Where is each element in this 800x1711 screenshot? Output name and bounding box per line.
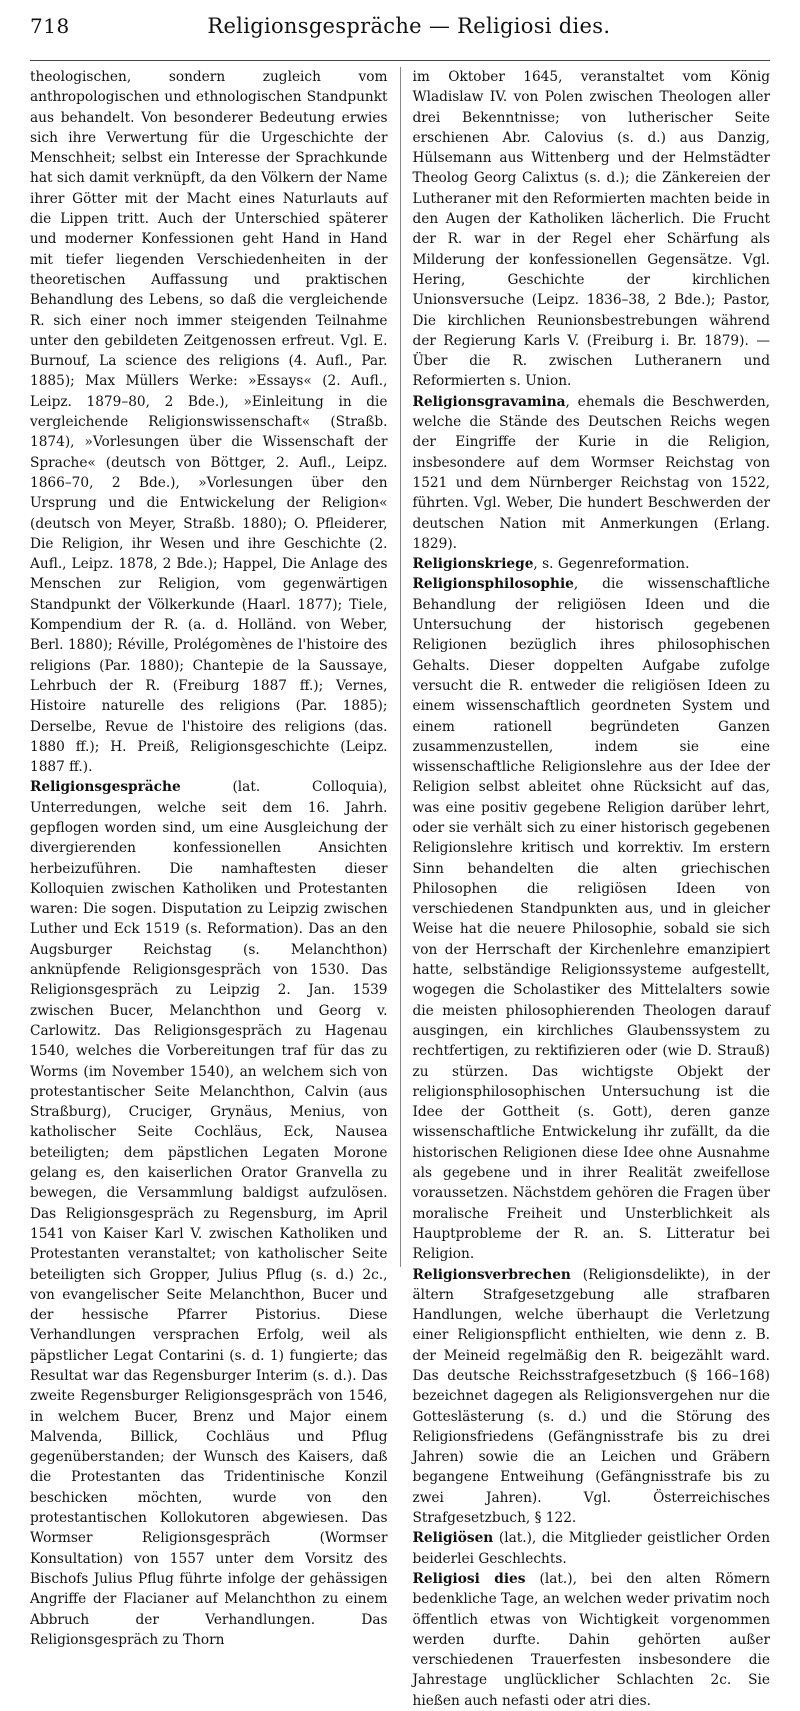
entry-text: (lat.), die Mitglieder geistlicher Orden beiderlei Geschlechts. xyxy=(412,1530,771,1567)
headword: Religionskriege xyxy=(412,556,534,573)
right-column xyxy=(412,67,771,1709)
text-columns xyxy=(30,67,771,1709)
page-number: 718 xyxy=(30,14,70,38)
entry-religionskriege xyxy=(413,554,771,574)
entry-religionsphilosophie xyxy=(413,574,771,1264)
entry-text: , die wissenschaftliche Behandlung der religiösen Ideen und die Untersuchung der historisch gegebenen Religionen bezüglich ihres philosophischen Gehalts. Dieser doppelten Aufgabe zufolge versucht die R. entweder die religiösen Ideen zu einem wissenschaftlich geordneten System und einem rationell begründeten Ganzen zusammenzustellen, indem sie eine wissenschaftliche Religionslehre aus der Idee der Religion selbst ableitet ohne Rücksicht auf das, was eine positiv gegebene Religion darüber lehrt, oder sie verhält sich zu einer historisch gegebenen Religionslehre kritisch und korrektiv. Im erstern Sinn behandelten die alten griechischen Philosophen die religiösen Ideen von verschiedenen Standpunkten aus, und in gleicher Weise hat die neuere Philosophie, sobald sie sich von der Herrschaft der Kirchenlehre emanzipiert hatte, selbständige Religionssysteme aufgestellt, wogegen die Scholastiker des Mittelalters sowie die meisten philosophierenden Theologen darauf ausgingen, ein kirchliches Glaubenssystem zu rechtfertigen, zu rektifizieren oder (wie D. Strauß) zu stürzen. Das wichtigste Objekt der religionsphilosophischen Untersuchung ist die Idee der Gottheit (s. Gott), deren ganze wissenschaftliche Entwickelung ihr zufällt, da die historischen Religionen diese Idee ohne Ausnahme als gegebene und in ihrer Realität zweifellose voraussetzen. Nächstdem gehören die Fragen über moralische Freiheit und Unsterblichkeit als Hauptprobleme der R. an. S. Litteratur bei Religion. xyxy=(412,576,771,1263)
entry-religiosen xyxy=(413,1528,771,1569)
running-title: Religionsgespräche — Religiosi dies. xyxy=(207,14,611,38)
column-divider xyxy=(400,67,401,1267)
entry-religionsverbrechen xyxy=(413,1265,771,1529)
entry-text: , ehemals die Beschwerden, welche die Stände des Deutschen Reichs wegen der Eingriffe der Kurie in die Religion, insbesondere auf dem Wormser Reichstag von 1521 und dem Nürnberger Reichstag von 1522, führten. Vgl. Weber, Die hundert Beschwerden der deutschen Nation mit Anmerkungen (Erlang. 1829). xyxy=(412,393,771,552)
entry-text: (lat. Colloquia), Unterredungen, welche seit dem 16. Jahrh. gepflogen worden sind, um eine Ausgleichung der divergierenden konfessionellen Ansichten herbeizuführen. Die namhaftesten dieser Kolloquien zwischen Katholiken und Protestanten waren: Die sogen. Disputation zu Leipzig zwischen Luther und Eck 1519 (s. Reformation). Das an den Augsburger Reichstag (s. Melanchthon) anknüpfende Religionsgespräch von 1530. Das Religionsgespräch zu Leipzig 2. Jan. 1539 zwischen Bucer, Melanchthon und Georg v. Carlowitz. Das Religionsgespräch zu Hagenau 1540, welches die Vorbereitungen traf für das zu Worms (im November 1540), an welchem sich von protestantischer Seite Melanchthon, Calvin (aus Straßburg), Cruciger, Grynäus, Menius, von katholischer Seite Cochläus, Eck, Nausea beteiligten; dem päpstlichen Legaten Morone gelang es, den kaiserlichen Orator Granvella zu bewegen, die Versammlung baldigst aufzulösen. Das Religionsgespräch zu Regensburg, im April 1541 von Kaiser Karl V. zwischen Katholiken und Protestanten veranstaltet; von katholischer Seite beteiligten sich Gropper, Julius Pflug (s. d.) 2c., von evangelischer Seite Melanchthon, Bucer und der hessische Pfarrer Pistorius. Diese Verhandlungen versprachen Erfolg, weil als päpstlicher Legat Contarini (s. d. 1) fungierte; das Resultat war das Regensburger Interim (s. d.). Das zweite Regensburger Religionsgespräch von 1546, in welchem Bucer, Brenz und Major einem Malvenda, Billick, Cochläus und Pflug gegenüberstanden; der Wunsch des Kaisers, daß die Protestanten das Tridentinische Konzil beschicken möchten, wurde von den protestantischen Kollokutoren abgewiesen. Das Wormser Religionsgespräch (Wormser Konsultation) von 1557 unter dem Vorsitz des Bischofs Julius Pflug führte infolge der gehässigen Angriffe der Flacianer auf Melanchthon zu einem Abbruch der Verhandlungen. Das Religionsgespräch zu Thorn xyxy=(30,779,388,1648)
entry-text: , s. Gegenreformation. xyxy=(533,556,690,573)
entry-religionsgravamina xyxy=(413,392,771,554)
headword: Religionsgravamina xyxy=(412,393,566,410)
headword: Religiösen xyxy=(412,1530,494,1547)
entry-religiosi-dies xyxy=(413,1569,771,1711)
headword: Religionsverbrechen xyxy=(412,1266,571,1283)
entry-religionsgespraeche xyxy=(30,777,388,1650)
continuation-text: theologischen, sondern zugleich vom anthropologischen und ethnologischen Standpunkt aus behandelt. Von besonderer Bedeutung erwies sich ihre Verwertung für die Urgeschichte der Menschheit; selbst ein Interesse der Sprachkunde hat sich damit verknüpft, da den Völkern der Name ihrer Götter mit der Macht eines Naturlauts auf die Lippen tritt. Auch der Unterschied späterer und moderner Konfessionen geht Hand in Hand mit tiefer liegenden Verschiedenheiten in der theoretischen Auffassung und praktischen Behandlung des Lebens, so daß die vergleichende R. sich einer noch immer steigenden Teilnahme unter den gebildeten Zeitgenossen erfreut. Vgl. E. Burnouf, La science des religions (4. Aufl., Par. 1885); Max Müllers Werke: »Essays« (2. Aufl., Leipz. 1879–80, 2 Bde.), »Einleitung in die vergleichende Religionswissenschaft« (Straßb. 1874), »Vorlesungen über die Wissenschaft der Sprache« (deutsch von Böttger, 2. Aufl., Leipz. 1866–70, 2 Bde.), »Vorlesungen über den Ursprung und die Entwickelung der Religion« (deutsch von Meyer, Straßb. 1880); O. Pfleiderer, Die Religion, ihr Wesen und ihre Geschichte (2. Aufl., Leipz. 1878, 2 Bde.); Happel, Die Anlage des Menschen zur Religion, vom gegenwärtigen Standpunkt der Völkerkunde (Haarl. 1877); Tiele, Kompendium der R. (a. d. Holländ. von Weber, Berl. 1880); Réville, Prolégomènes de l'histoire des religions (Par. 1880); Chantepie de la Saussaye, Lehrbuch der R. (Freiburg 1887 ff.); Vernes, Histoire naturelle des religions (Par. 1885); Derselbe, Revue de l'histoire des religions (das. 1880 ff.); H. Preiß, Religionsgeschichte (Leipz. 1887 ff.). xyxy=(30,69,388,776)
headword: Religionsphilosophie xyxy=(412,576,574,593)
continuation-text: im Oktober 1645, veranstaltet vom König Wladislaw IV. von Polen zwischen Theologen aller drei Bekenntnisse; von lutherischer Seite erschienen Abr. Calovius (s. d.) aus Danzig, Hülsemann aus Wittenberg und der Helmstädter Theolog Georg Calixtus (s. d.); die Zänkereien der Lutheraner mit den Reformierten machten beide in den Augen der Katholiken lächerlich. Die Frucht der R. war in der Regel eher Schärfung als Milderung der konfessionellen Gegensätze. Vgl. Hering, Geschichte der kirchlichen Unionsversuche (Leipz. 1836–38, 2 Bde.); Pastor, Die kirchlichen Reunionsbestrebungen während der Regierung Karls V. (Freiburg i. Br. 1879). — Über die R. zwischen Lutheranern und Reformierten s. Union. xyxy=(412,69,771,390)
page-header xyxy=(30,14,770,61)
headword: Religionsgespräche xyxy=(30,779,181,796)
left-column xyxy=(30,67,388,1648)
headword: Religiosi dies xyxy=(412,1570,526,1587)
entry-text: (Religionsdelikte), in der ältern Strafgesetzgebung alle strafbaren Handlungen, welche überhaupt die Verletzung einer Religionspflicht enthielten, wie denn z. B. der Meineid regelmäßig den R. beigezählt ward. Das deutsche Reichsstrafgesetzbuch (§ 166–168) bezeichnet dagegen als Religionsvergehen nur die Gotteslästerung (s. d.) und die Störung des Religionsfriedens (Gefängnisstrafe bis zu drei Jahren) sowie die an Leichen und Gräbern begangene Entweihung (Gefängnisstrafe bis zu zwei Jahren). Vgl. Österreichisches Strafgesetzbuch, § 122. xyxy=(412,1266,771,1527)
entry-text: (lat.), bei den alten Römern bedenkliche Tage, an welchen weder privatim noch öffentlich etwas von Wichtigkeit vorgenommen werden durfte. Dahin gehörten außer verschiedenen Trauerfesten insbesondere die Jahrestage unglücklicher Schlachten 2c. Sie hießen auch nefasti oder atri dies. xyxy=(412,1570,771,1709)
